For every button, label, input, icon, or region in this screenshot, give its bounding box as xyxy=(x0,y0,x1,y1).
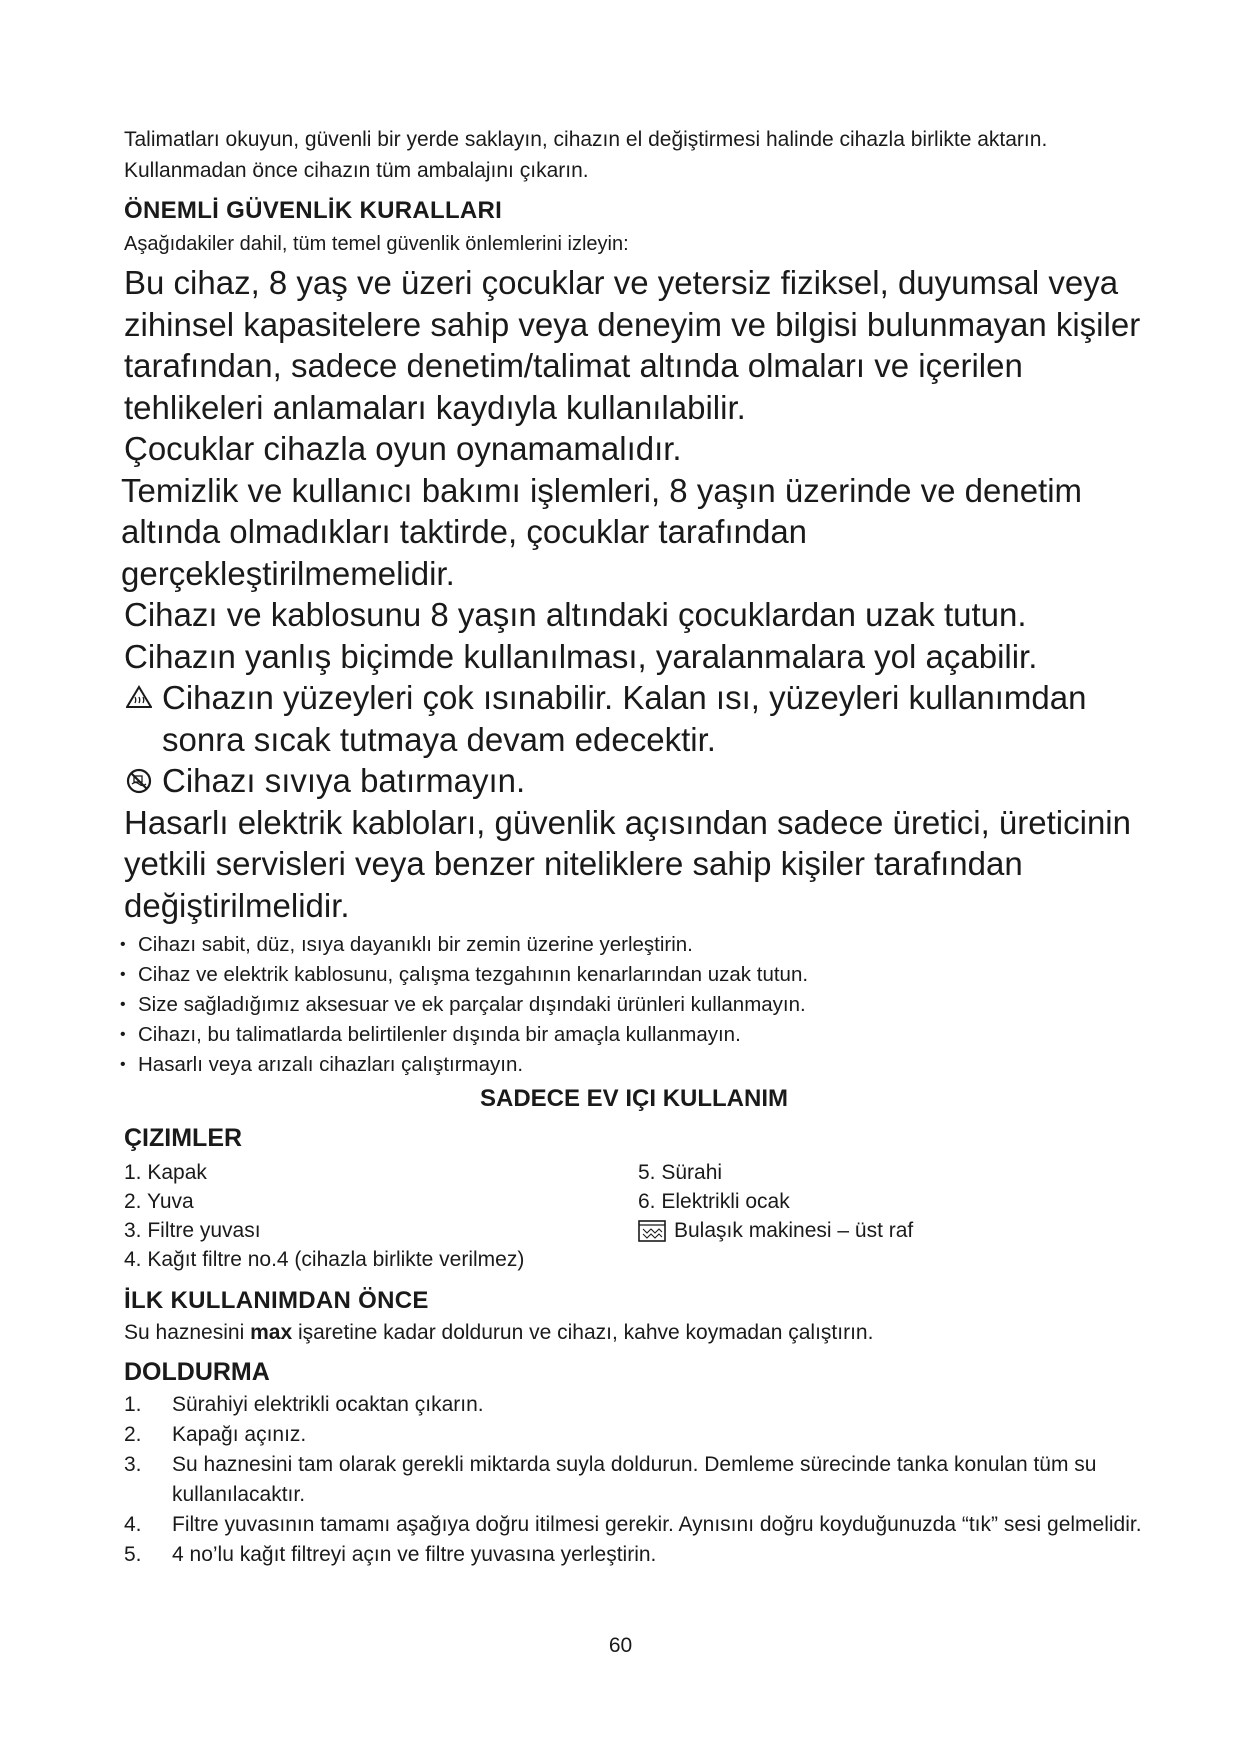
part-item: 3. Filtre yuvası xyxy=(124,1219,261,1242)
first-use-text-start: Su haznesini xyxy=(124,1321,251,1344)
warning-immerse xyxy=(124,760,1144,802)
step-number: 2. xyxy=(124,1423,142,1446)
step-item xyxy=(124,1540,1144,1570)
first-use-text-end: işaretine kadar doldurun ve cihazı, kahve koymadan çalıştırın. xyxy=(292,1321,874,1344)
warning-misuse: Cihazın yanlış biçimde kullanılması, yaralanmalara yol açabilir. xyxy=(124,637,1038,675)
warning-hot-surface xyxy=(124,677,1144,760)
max-label: max xyxy=(250,1321,293,1344)
dishwasher-item xyxy=(638,1216,1144,1245)
safety-heading: ÖNEMLİ GÜVENLİK KURALLARI xyxy=(124,197,503,224)
immerse-text: Cihazı sıvıya batırmayın. xyxy=(162,762,526,799)
step-text: Su haznesini tam olarak gerekli miktarda suyla doldurun. Demleme sürecinde tanka konulan tüm su kullanılacaktır. xyxy=(172,1453,1097,1506)
hot-surface-text: Cihazın yüzeyleri çok ısınabilir. Kalan ısı, yüzeyleri kullanımdan sonra sıcak tutmaya devam edecektir. xyxy=(162,679,1087,758)
first-use-text xyxy=(124,1318,1144,1348)
step-item xyxy=(124,1450,1144,1510)
dishwasher-icon xyxy=(638,1220,666,1242)
drawings-heading: ÇIZIMLER xyxy=(124,1124,243,1152)
list-item: • Cihazı, bu talimatlarda belirtilenler dışında bir amaçla kullanmayın. xyxy=(124,1020,1144,1050)
manual-page xyxy=(121,124,1144,1570)
part-item: 5. Sürahi xyxy=(638,1161,723,1184)
list-item: • Cihaz ve elektrik kablosunu, çalışma tezgahının kenarlarından uzak tutun. xyxy=(124,960,1144,990)
dishwasher-text: Bulaşık makinesi – üst raf xyxy=(674,1219,914,1242)
safety-warnings xyxy=(121,262,1144,926)
drawings-parts-list xyxy=(124,1158,1144,1274)
step-text: Kapağı açınız. xyxy=(172,1423,307,1446)
step-text: Sürahiyi elektrikli ocaktan çıkarın. xyxy=(172,1393,484,1416)
part-item: 2. Yuva xyxy=(124,1190,194,1213)
step-item xyxy=(124,1390,1144,1420)
intro-text: Talimatları okuyun, güvenli bir yerde saklayın, cihazın el değiştirmesi halinde cihazla birlikte aktarın. Kullanmadan önce cihazın tüm ambalajını çıkarın. xyxy=(124,128,1048,182)
household-use-heading: SADECE EV IÇI KULLANIM xyxy=(479,1085,788,1112)
safety-bullet-list xyxy=(124,930,1144,1080)
step-number: 3. xyxy=(124,1453,142,1476)
parts-column-left xyxy=(124,1158,638,1274)
part-item: 1. Kapak xyxy=(124,1161,207,1184)
list-item: • Size sağladığımız aksesuar ve ek parçalar dışındaki ürünleri kullanmayın. xyxy=(124,990,1144,1020)
step-text: 4 no’lu kağıt filtreyi açın ve filtre yuvasına yerleştirin. xyxy=(172,1543,657,1566)
safety-subline: Aşağıdakiler dahil, tüm temel güvenlik önlemlerini izleyin: xyxy=(124,233,629,255)
first-use-heading: İLK KULLANIMDAN ÖNCE xyxy=(124,1287,429,1314)
step-item xyxy=(124,1420,1144,1450)
filling-steps xyxy=(124,1390,1144,1570)
warning-children-persons: Bu cihaz, 8 yaş ve üzeri çocuklar ve yetersiz fiziksel, duyumsal veya zihinsel kapasitelere sahip veya deneyim ve bilgisi bulunmayan kişiler tarafından, sadece denetim/talimat altında olmaları ve içerilen tehlikeleri anlamaları kaydıyla kullanılabilir. xyxy=(124,264,1141,426)
parts-column-right xyxy=(638,1158,1144,1274)
step-number: 1. xyxy=(124,1393,142,1416)
do-not-immerse-icon xyxy=(126,768,152,794)
warning-keep-away: Cihazı ve kablosunu 8 yaşın altındaki çocuklardan uzak tutun. xyxy=(124,596,1027,633)
part-item: 4. Kağıt filtre no.4 (cihazla birlikte verilmez) xyxy=(124,1248,525,1271)
page-number: 60 xyxy=(608,1634,633,1657)
step-number: 5. xyxy=(124,1543,142,1566)
step-number: 4. xyxy=(124,1513,142,1536)
list-item: • Cihazı sabit, düz, ısıya dayanıklı bir zemin üzerine yerleştirin. xyxy=(124,930,1144,960)
warning-cleaning: Temizlik ve kullanıcı bakımı işlemleri, 8 yaşın üzerinde ve denetim altında olmadıkları taktirde, çocuklar tarafından gerçekleştirilmemelidir. xyxy=(121,471,1083,592)
part-item: 6. Elektrikli ocak xyxy=(638,1190,790,1213)
hot-surface-warning-icon xyxy=(126,685,152,709)
step-item xyxy=(124,1510,1144,1540)
warning-damaged-cables: Hasarlı elektrik kabloları, güvenlik açısından sadece üretici, üreticinin yetkili servisleri veya benzer niteliklere sahip kişiler tarafından değiştirilmelidir. xyxy=(124,803,1131,924)
warning-no-play: Çocuklar cihazla oyun oynamamalıdır. xyxy=(124,430,682,467)
step-text: Filtre yuvasının tamamı aşağıya doğru itilmesi gerekir. Aynısını doğru koyduğunuzda “tık” sesi gelmelidir. xyxy=(172,1513,1142,1536)
filling-heading: DOLDURMA xyxy=(124,1358,270,1386)
list-item: • Hasarlı veya arızalı cihazları çalıştırmayın. xyxy=(124,1050,1144,1080)
